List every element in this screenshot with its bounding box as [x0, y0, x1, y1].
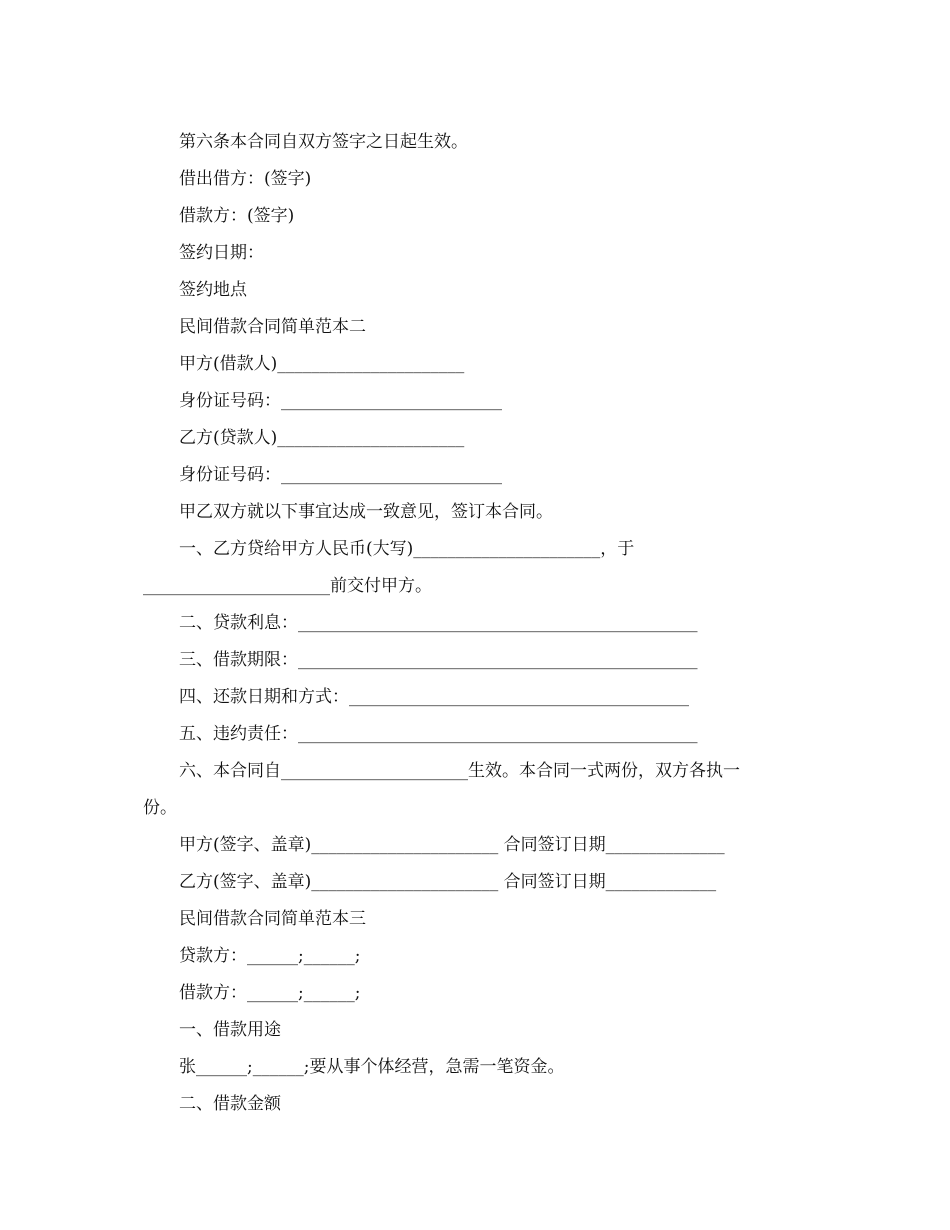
party-a-borrower-line: 甲方(借款人)______________________: [179, 354, 465, 374]
section-loan-purpose-heading: 一、借款用途: [179, 1020, 281, 1040]
clause-one-loan-amount: 一、乙方贷给甲方人民币(大写)______________________，于: [179, 539, 635, 559]
section-title-template-three: 民间借款合同简单范本三: [179, 909, 366, 929]
loan-purpose-text: 张______;______;要从事个体经营，急需一笔资金。: [179, 1057, 565, 1077]
clause-one-continuation: ______________________前交付甲方。: [143, 576, 432, 596]
lender-signature-line: 借出借方：(签字): [179, 169, 312, 189]
party-b-seal-date-line: 乙方(签字、盖章)______________________ 合同签订日期_____________: [179, 872, 717, 892]
clause-three-term: 三、借款期限：_______________________________________________: [179, 650, 698, 670]
section-loan-amount-heading: 二、借款金额: [179, 1094, 281, 1114]
signing-place-line: 签约地点: [179, 280, 247, 300]
borrower-line: 借款方：______;______;: [179, 983, 361, 1003]
clause-two-interest: 二、贷款利息：_______________________________________________: [179, 613, 698, 633]
clause-six-effective: 第六条本合同自双方签字之日起生效。: [179, 132, 468, 152]
party-a-id-number-line: 身份证号码：__________________________: [179, 391, 502, 411]
clause-six-effective-date: 六、本合同自______________________生效。本合同一式两份，双方各执一: [179, 761, 740, 781]
borrower-signature-line: 借款方：(签字): [179, 206, 295, 226]
party-b-lender-line: 乙方(贷款人)______________________: [179, 428, 465, 448]
party-b-id-number-line: 身份证号码：__________________________: [179, 465, 502, 485]
section-title-template-two: 民间借款合同简单范本二: [179, 317, 366, 337]
signing-date-line: 签约日期：: [179, 243, 264, 263]
agreement-intro-line: 甲乙双方就以下事宜达成一致意见，签订本合同。: [179, 502, 553, 522]
clause-four-repayment: 四、还款日期和方式：________________________________________: [179, 687, 689, 707]
clause-six-continuation: 份。: [143, 798, 177, 818]
party-a-seal-date-line: 甲方(签字、盖章)______________________ 合同签订日期______________: [179, 835, 725, 855]
clause-five-breach: 五、违约责任：_______________________________________________: [179, 724, 698, 744]
lender-line: 贷款方：______;______;: [179, 946, 361, 966]
